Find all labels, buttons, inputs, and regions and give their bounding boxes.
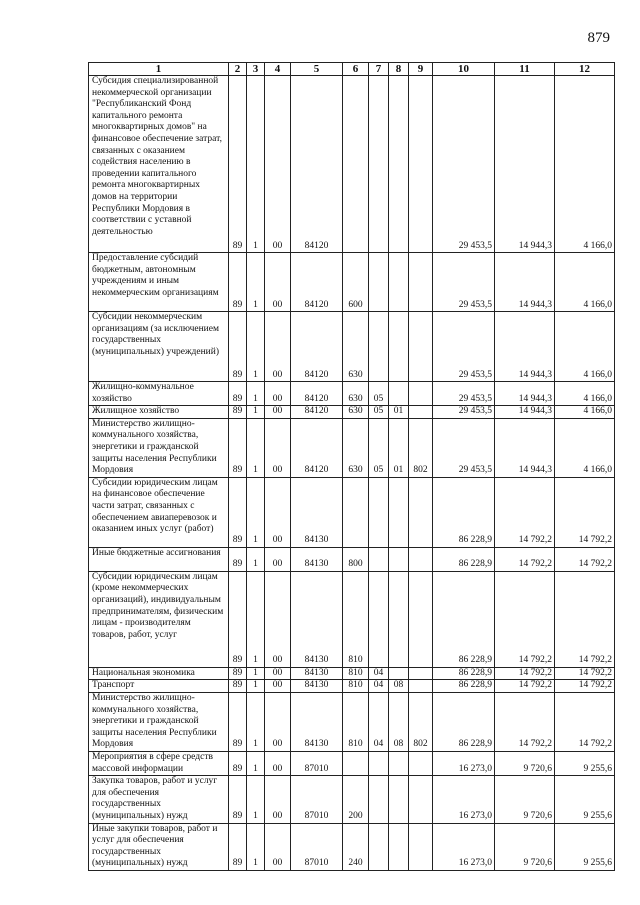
amount-12: 14 792,2 — [555, 547, 615, 571]
code-9 — [409, 547, 433, 571]
code-9 — [409, 382, 433, 406]
code-2: 89 — [229, 382, 247, 406]
code-5: 84130 — [291, 477, 343, 547]
table-row — [89, 776, 615, 823]
row-description: Предоставление субсидий бюджетным, автономным учреждениям и иным некоммерческим организациям — [89, 253, 229, 312]
table-row — [89, 418, 615, 477]
row-description: Мероприятия в сфере средств массовой информации — [89, 751, 229, 775]
code-3: 1 — [247, 751, 265, 775]
amount-10: 29 453,5 — [433, 253, 495, 312]
code-8: 08 — [389, 680, 409, 693]
code-5: 87010 — [291, 823, 343, 870]
amount-10: 29 453,5 — [433, 382, 495, 406]
amount-12: 14 792,2 — [555, 477, 615, 547]
code-8: 01 — [389, 406, 409, 419]
code-9 — [409, 312, 433, 382]
code-8 — [389, 382, 409, 406]
code-7: 05 — [369, 382, 389, 406]
code-9 — [409, 571, 433, 667]
amount-12: 14 792,2 — [555, 692, 615, 751]
amount-10: 86 228,9 — [433, 692, 495, 751]
amount-12: 4 166,0 — [555, 382, 615, 406]
amount-11: 14 944,3 — [495, 253, 555, 312]
code-8 — [389, 823, 409, 870]
table-row — [89, 253, 615, 312]
page-number: 879 — [587, 30, 610, 46]
row-description: Жилищно-коммунальное хозяйство — [89, 382, 229, 406]
row-description: Субсидии юридическим лицам (кроме некоммерческих организаций), индивидуальным предпринимателям, физическим лицам - производителям товаров, работ, услуг — [89, 571, 229, 667]
amount-12: 4 166,0 — [555, 253, 615, 312]
amount-10: 29 453,5 — [433, 312, 495, 382]
column-header: 12 — [555, 63, 615, 76]
code-6: 810 — [343, 692, 369, 751]
code-6: 800 — [343, 547, 369, 571]
table-row — [89, 692, 615, 751]
amount-10: 86 228,9 — [433, 571, 495, 667]
amount-12: 14 792,2 — [555, 667, 615, 680]
amount-10: 86 228,9 — [433, 477, 495, 547]
code-5: 84120 — [291, 406, 343, 419]
column-header: 4 — [265, 63, 291, 76]
code-9 — [409, 406, 433, 419]
table-row — [89, 751, 615, 775]
amount-10: 86 228,9 — [433, 667, 495, 680]
amount-11: 14 792,2 — [495, 547, 555, 571]
code-7 — [369, 571, 389, 667]
table-row — [89, 477, 615, 547]
code-4: 00 — [265, 547, 291, 571]
code-6 — [343, 751, 369, 775]
amount-11: 14 944,3 — [495, 76, 555, 253]
code-3: 1 — [247, 680, 265, 693]
amount-12: 14 792,2 — [555, 571, 615, 667]
code-2: 89 — [229, 680, 247, 693]
amount-11: 14 792,2 — [495, 477, 555, 547]
code-7: 05 — [369, 418, 389, 477]
code-6: 810 — [343, 667, 369, 680]
amount-12: 9 255,6 — [555, 776, 615, 823]
column-header: 11 — [495, 63, 555, 76]
code-5: 84130 — [291, 571, 343, 667]
code-9 — [409, 823, 433, 870]
amount-11: 9 720,6 — [495, 751, 555, 775]
code-9 — [409, 76, 433, 253]
amount-10: 29 453,5 — [433, 406, 495, 419]
code-2: 89 — [229, 406, 247, 419]
column-header: 7 — [369, 63, 389, 76]
code-9 — [409, 751, 433, 775]
code-6: 200 — [343, 776, 369, 823]
code-8 — [389, 751, 409, 775]
code-4: 00 — [265, 667, 291, 680]
code-7 — [369, 751, 389, 775]
code-5: 87010 — [291, 776, 343, 823]
budget-table — [88, 62, 615, 871]
code-9 — [409, 477, 433, 547]
amount-11: 9 720,6 — [495, 823, 555, 870]
amount-12: 9 255,6 — [555, 751, 615, 775]
code-8 — [389, 312, 409, 382]
code-8 — [389, 253, 409, 312]
amount-10: 16 273,0 — [433, 823, 495, 870]
code-3: 1 — [247, 382, 265, 406]
column-header: 9 — [409, 63, 433, 76]
column-header: 8 — [389, 63, 409, 76]
code-8 — [389, 547, 409, 571]
code-2: 89 — [229, 667, 247, 680]
table-row — [89, 76, 615, 253]
code-6 — [343, 76, 369, 253]
code-2: 89 — [229, 776, 247, 823]
code-6: 630 — [343, 312, 369, 382]
row-description: Национальная экономика — [89, 667, 229, 680]
code-3: 1 — [247, 312, 265, 382]
code-2: 89 — [229, 692, 247, 751]
code-5: 84120 — [291, 312, 343, 382]
code-6: 600 — [343, 253, 369, 312]
code-8 — [389, 76, 409, 253]
column-header: 5 — [291, 63, 343, 76]
code-2: 89 — [229, 253, 247, 312]
code-5: 84130 — [291, 692, 343, 751]
code-4: 00 — [265, 382, 291, 406]
amount-12: 14 792,2 — [555, 680, 615, 693]
code-7 — [369, 253, 389, 312]
code-4: 00 — [265, 571, 291, 667]
code-2: 89 — [229, 823, 247, 870]
amount-11: 14 792,2 — [495, 680, 555, 693]
row-description: Иные бюджетные ассигнования — [89, 547, 229, 571]
row-description: Жилищное хозяйство — [89, 406, 229, 419]
amount-11: 14 792,2 — [495, 571, 555, 667]
code-5: 84120 — [291, 382, 343, 406]
code-4: 00 — [265, 692, 291, 751]
amount-11: 9 720,6 — [495, 776, 555, 823]
table-row — [89, 823, 615, 870]
code-9 — [409, 680, 433, 693]
amount-10: 29 453,5 — [433, 76, 495, 253]
code-2: 89 — [229, 76, 247, 253]
code-4: 00 — [265, 680, 291, 693]
code-9 — [409, 667, 433, 680]
code-8: 01 — [389, 418, 409, 477]
code-7: 04 — [369, 692, 389, 751]
table-row — [89, 382, 615, 406]
table-header-row — [89, 63, 615, 76]
code-8 — [389, 477, 409, 547]
code-5: 84120 — [291, 76, 343, 253]
column-header: 3 — [247, 63, 265, 76]
code-4: 00 — [265, 76, 291, 253]
code-2: 89 — [229, 312, 247, 382]
table-row — [89, 406, 615, 419]
code-2: 89 — [229, 418, 247, 477]
amount-11: 14 944,3 — [495, 418, 555, 477]
table-row — [89, 547, 615, 571]
code-7 — [369, 312, 389, 382]
code-2: 89 — [229, 477, 247, 547]
code-4: 00 — [265, 418, 291, 477]
code-5: 84120 — [291, 418, 343, 477]
code-8 — [389, 776, 409, 823]
amount-11: 14 944,3 — [495, 312, 555, 382]
table-row — [89, 312, 615, 382]
amount-12: 9 255,6 — [555, 823, 615, 870]
code-3: 1 — [247, 76, 265, 253]
row-description: Субсидии некоммерческим организациям (за исключением государственных (муниципальных) учреждений) — [89, 312, 229, 382]
row-description: Закупка товаров, работ и услуг для обеспечения государственных (муниципальных) нужд — [89, 776, 229, 823]
code-7: 04 — [369, 680, 389, 693]
code-3: 1 — [247, 823, 265, 870]
column-header: 10 — [433, 63, 495, 76]
code-4: 00 — [265, 477, 291, 547]
code-6: 630 — [343, 382, 369, 406]
column-header: 6 — [343, 63, 369, 76]
code-3: 1 — [247, 547, 265, 571]
code-6: 810 — [343, 571, 369, 667]
code-3: 1 — [247, 477, 265, 547]
code-3: 1 — [247, 667, 265, 680]
code-8 — [389, 571, 409, 667]
amount-12: 4 166,0 — [555, 312, 615, 382]
code-3: 1 — [247, 418, 265, 477]
amount-10: 29 453,5 — [433, 418, 495, 477]
code-2: 89 — [229, 547, 247, 571]
amount-11: 14 944,3 — [495, 382, 555, 406]
code-4: 00 — [265, 776, 291, 823]
code-2: 89 — [229, 571, 247, 667]
code-9: 802 — [409, 418, 433, 477]
code-8 — [389, 667, 409, 680]
amount-12: 4 166,0 — [555, 418, 615, 477]
amount-12: 4 166,0 — [555, 406, 615, 419]
code-6: 240 — [343, 823, 369, 870]
code-7 — [369, 776, 389, 823]
code-5: 84120 — [291, 253, 343, 312]
code-8: 08 — [389, 692, 409, 751]
code-7: 05 — [369, 406, 389, 419]
code-5: 84130 — [291, 667, 343, 680]
code-7: 04 — [369, 667, 389, 680]
code-5: 84130 — [291, 547, 343, 571]
amount-11: 14 792,2 — [495, 692, 555, 751]
row-description: Иные закупки товаров, работ и услуг для обеспечения государственных (муниципальных) нужд — [89, 823, 229, 870]
code-6 — [343, 477, 369, 547]
code-9 — [409, 776, 433, 823]
code-9: 802 — [409, 692, 433, 751]
table-body — [89, 76, 615, 871]
code-2: 89 — [229, 751, 247, 775]
code-7 — [369, 76, 389, 253]
code-6: 810 — [343, 680, 369, 693]
code-4: 00 — [265, 823, 291, 870]
code-3: 1 — [247, 571, 265, 667]
amount-10: 16 273,0 — [433, 751, 495, 775]
row-description: Субсидии юридическим лицам на финансовое обеспечение части затрат, связанных с обеспечением авиаперевозок и оказанием иных услуг (работ) — [89, 477, 229, 547]
code-3: 1 — [247, 692, 265, 751]
amount-10: 16 273,0 — [433, 776, 495, 823]
code-9 — [409, 253, 433, 312]
row-description: Транспорт — [89, 680, 229, 693]
code-4: 00 — [265, 312, 291, 382]
code-4: 00 — [265, 751, 291, 775]
code-4: 00 — [265, 406, 291, 419]
amount-12: 4 166,0 — [555, 76, 615, 253]
code-5: 87010 — [291, 751, 343, 775]
code-3: 1 — [247, 406, 265, 419]
amount-10: 86 228,9 — [433, 680, 495, 693]
row-description: Министерство жилищно-коммунального хозяйства, энергетики и гражданской защиты населения Республики Мордовия — [89, 692, 229, 751]
code-3: 1 — [247, 253, 265, 312]
row-description: Министерство жилищно-коммунального хозяйства, энергетики и гражданской защиты населения Республики Мордовия — [89, 418, 229, 477]
code-3: 1 — [247, 776, 265, 823]
table-row — [89, 680, 615, 693]
code-7 — [369, 477, 389, 547]
table-row — [89, 667, 615, 680]
table-row — [89, 571, 615, 667]
amount-10: 86 228,9 — [433, 547, 495, 571]
code-6: 630 — [343, 418, 369, 477]
column-header: 2 — [229, 63, 247, 76]
row-description: Субсидия специализированной некоммерческой организации "Республиканский Фонд капитального ремонта многоквартирных домов" на финансовое обеспечение затрат, связанных с оказанием содействия населению в проведении капитального ремонта многоквартирных домов на территории Республики Мордовия в соответствии с уставной деятельностью — [89, 76, 229, 253]
column-header: 1 — [89, 63, 229, 76]
code-4: 00 — [265, 253, 291, 312]
code-7 — [369, 547, 389, 571]
code-7 — [369, 823, 389, 870]
code-6: 630 — [343, 406, 369, 419]
amount-11: 14 944,3 — [495, 406, 555, 419]
amount-11: 14 792,2 — [495, 667, 555, 680]
code-5: 84130 — [291, 680, 343, 693]
